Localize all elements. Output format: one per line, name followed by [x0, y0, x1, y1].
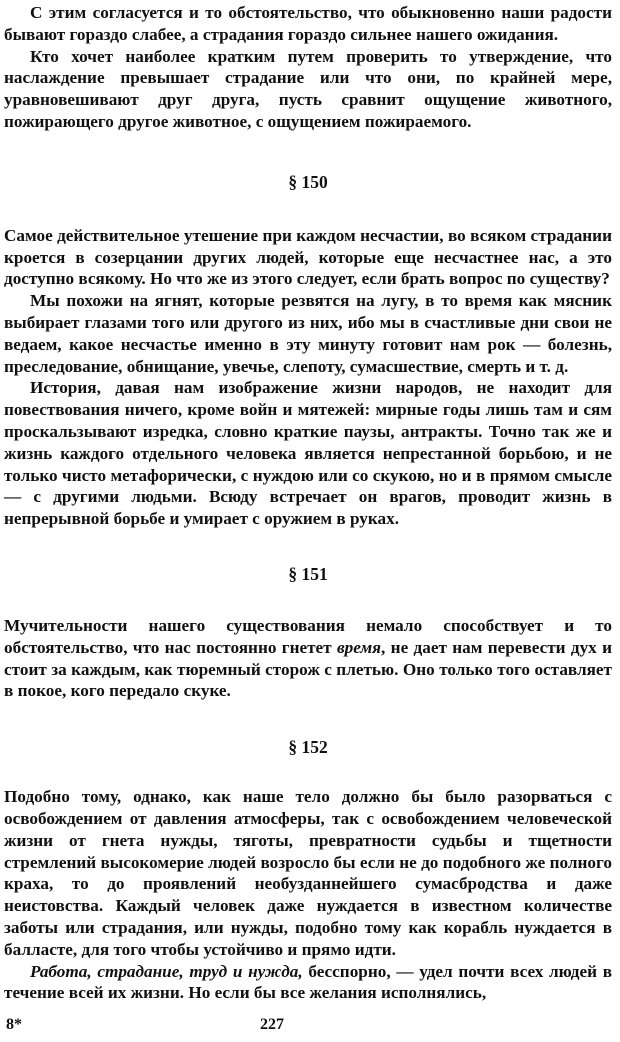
- paragraph-history-wars: История, давая нам изображение жизни народов, не находит для повествования ничего, кроме войн и мятежей: мирные годы лишь там и сям проскальзывают изредка, словно краткие паузы, антракты. Точно так же и жизнь каждого отдельного человека является непрестанной борьбою, и не только чисто метафорически, с нуждою или со скукою, но и в прямом смысле — с другими людьми. Всюду встречает он врагов, проводит жизнь в непрерывной борьбе и умирает с оружием в руках.: [4, 378, 612, 529]
- section-heading-151: § 151: [288, 563, 328, 584]
- paragraph-animal-comparison: Кто хочет наиболее кратким путем проверить то утверждение, что наслаждение превышает страдание или что они, по крайней мере, уравновешивают друг друга, пусть сравнит ощущение животного, пожирающего другое животное, с ощущением пожираемого.: [4, 46, 612, 131]
- paragraph-lambs: Мы похожи на ягнят, которые резвятся на лугу, в то время как мясник выбирает глазами того или другого из них, ибо мы в счастливые дни свои не ведаем, какое несчастье именно в эту минуту готовит нам рок — болезнь, преследование, обнищание, увечье, слепоту, сумасшествие, смерть и т. д.: [4, 291, 612, 376]
- paragraph-ballast: Подобно тому, однако, как наше тело должно бы было разорваться с освобождением от давления атмосферы, так с освобождением человеческой жизни от гнета нужды, тяготы, превратности судьбы и тщетности стремлений высокомерие людей возросло бы если не до подобного же полного краха, то до проявлений необузданнейшего сумасбродства и даже неистовства. Каждый человек даже нуждается в известном количестве заботы или страдания, или нужды, подобно тому как корабль нуждается в балласте, для того чтобы устойчиво и прямо идти.: [4, 787, 612, 959]
- text-segment: , не дает нам перевести дух и стоит за каждым, как тюремный сторож с плетью. Оно только того оставляет в покое, кого передало скуке.: [4, 637, 612, 701]
- emphasis-work-suffering: Работа, страдание, труд и нужда,: [30, 961, 303, 981]
- page-number: 227: [260, 1016, 284, 1033]
- text-segment: бесспорно, — удел почти всех людей в течение всей их жизни. Но если бы все желания исполнялись,: [4, 961, 613, 1003]
- paragraph-joys-weaker: С этим согласуется и то обстоятельство, что обыкновенно наши радости бывают гораздо слабее, а страдания гораздо сильнее нашего ожидания.: [4, 3, 612, 44]
- emphasis-time: время: [336, 637, 382, 657]
- paragraph-time-oppresses: [4, 615, 612, 702]
- section-heading-150: § 150: [288, 171, 328, 192]
- paragraph-work-suffering: [4, 961, 612, 1005]
- signature-mark: 8*: [6, 1016, 22, 1033]
- paragraph-consolation: Самое действительное утешение при каждом несчастии, во всяком страдании кроется в созерцании других людей, которые еще несчастнее нас, а это доступно всякому. Но что же из этого следует, если брать вопрос по существу?: [4, 225, 612, 289]
- page-footer: [4, 1016, 612, 1038]
- text-segment: Мучительности нашего существования немало способствует и то обстоятельство, что нас постоянно гнетет: [4, 615, 612, 657]
- section-heading-152: § 152: [288, 737, 328, 758]
- book-page: [4, 0, 612, 1042]
